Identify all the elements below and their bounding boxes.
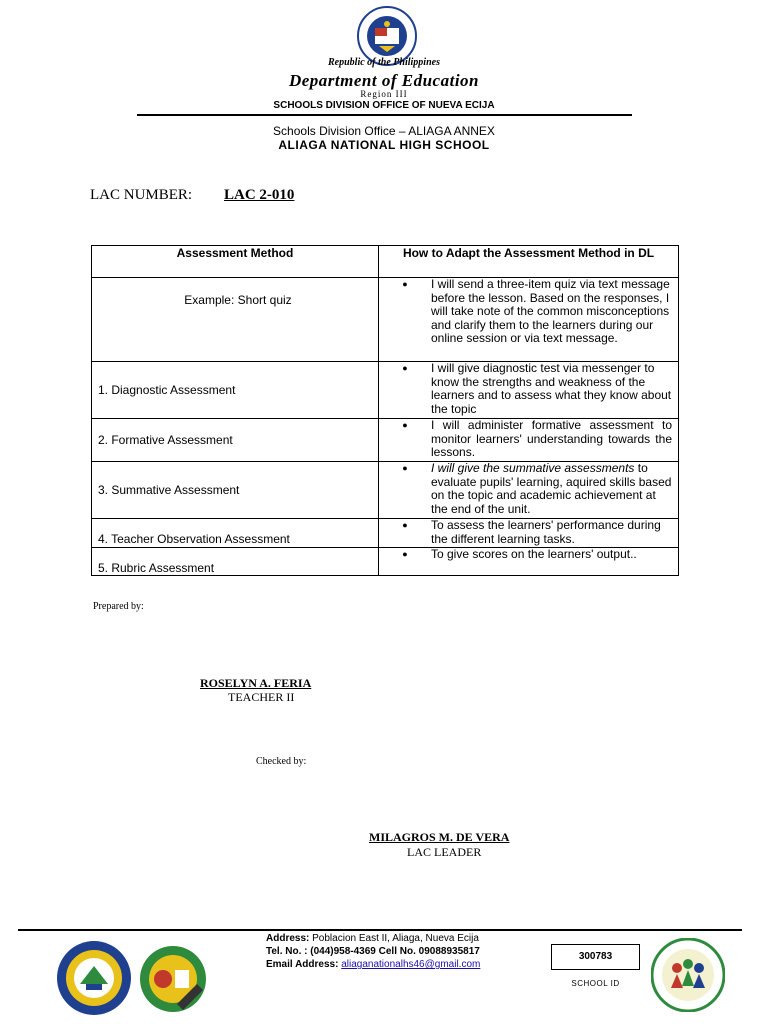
footer-contact (266, 932, 480, 971)
adapt-text: To assess the learners' performance during the different learning tasks. (431, 518, 661, 546)
column-header-method: Assessment Method (92, 246, 379, 278)
school-name: ALIAGA NATIONAL HIGH SCHOOL (278, 138, 490, 152)
adapt-text: I will send a three-item quiz via text message before the lesson. Based on the responses, I will take note of the common misconceptions and clarify them to the learners during our online session or via text message. (431, 277, 670, 345)
adapt-text: to evaluate pupils' learning, aquired skills based on the topic and academic achievement at the end of the unit. (431, 461, 672, 516)
tel-line (266, 945, 480, 958)
email-label: Email Address: (266, 959, 339, 970)
adapt-text-italic: I will give the summative assessments (431, 461, 635, 475)
email-line (266, 958, 480, 971)
table-row (92, 462, 679, 519)
table-row (92, 278, 679, 362)
email-link[interactable]: aliaganationalhs46@gmail.com (341, 959, 481, 970)
preparer-title: TEACHER II (228, 690, 295, 704)
table-header-row (92, 246, 679, 278)
method-cell: 1. Diagnostic Assessment (92, 362, 379, 419)
method-cell: 5. Rubric Assessment (92, 548, 379, 576)
bullet-icon: ● (402, 463, 408, 473)
header-divider (137, 114, 632, 116)
checked-by-label: Checked by: (256, 756, 307, 767)
lac-number-value: LAC 2-010 (224, 187, 295, 203)
column-header-adapt: How to Adapt the Assessment Method in DL (379, 246, 679, 278)
table-row (92, 419, 679, 462)
school-id-label: SCHOOL ID (571, 979, 620, 988)
address-line (266, 932, 480, 945)
assessment-table (91, 245, 679, 576)
method-cell: 4. Teacher Observation Assessment (92, 519, 379, 548)
method-cell: Example: Short quiz (92, 278, 379, 362)
sdo-annex-text: Schools Division Office – ALIAGA ANNEX (273, 124, 495, 138)
school-logo-icon (56, 940, 132, 1016)
prepared-by-label: Prepared by: (93, 601, 144, 612)
tel-value: (044)958-4369 Cell No. 09088935817 (310, 946, 480, 957)
school-id-box: 300783 (551, 944, 640, 970)
method-cell: 2. Formative Assessment (92, 419, 379, 462)
lac-number-label: LAC NUMBER: (90, 187, 193, 203)
republic-text: Republic of the Philippines (328, 57, 440, 68)
checker-name: MILAGROS M. DE VERA (369, 830, 510, 844)
bullet-icon: ● (402, 363, 408, 373)
address-value: Poblacion East II, Aliaga, Nueva Ecija (312, 933, 479, 944)
table-row (92, 519, 679, 548)
checker-title: LAC LEADER (407, 845, 482, 859)
method-cell: 3. Summative Assessment (92, 462, 379, 519)
footer-divider (18, 929, 742, 931)
division-office-text: SCHOOLS DIVISION OFFICE OF NUEVA ECIJA (273, 100, 495, 111)
department-title: Department of Education (288, 71, 479, 90)
technology-logo-icon (137, 944, 209, 1014)
adapt-text: I will give diagnostic test via messenger to know the strengths and weakness of the learners and to assess what they know about the topic (431, 361, 672, 416)
adapt-text: I will administer formative assessment to monitor learners' understanding towards the lessons. (431, 418, 672, 459)
child-friendly-school-logo-icon (651, 938, 725, 1012)
address-label: Address: (266, 933, 310, 944)
preparer-name: ROSELYN A. FERIA (200, 676, 312, 690)
bullet-icon: ● (402, 279, 408, 289)
region-text: Region III (360, 89, 408, 99)
adapt-text: To give scores on the learners' output.. (431, 547, 637, 561)
bullet-icon: ● (402, 549, 408, 559)
bullet-icon: ● (402, 520, 408, 530)
bullet-icon: ● (402, 420, 408, 430)
table-row (92, 548, 679, 576)
tel-label: Tel. No. : (266, 946, 308, 957)
table-row (92, 362, 679, 419)
